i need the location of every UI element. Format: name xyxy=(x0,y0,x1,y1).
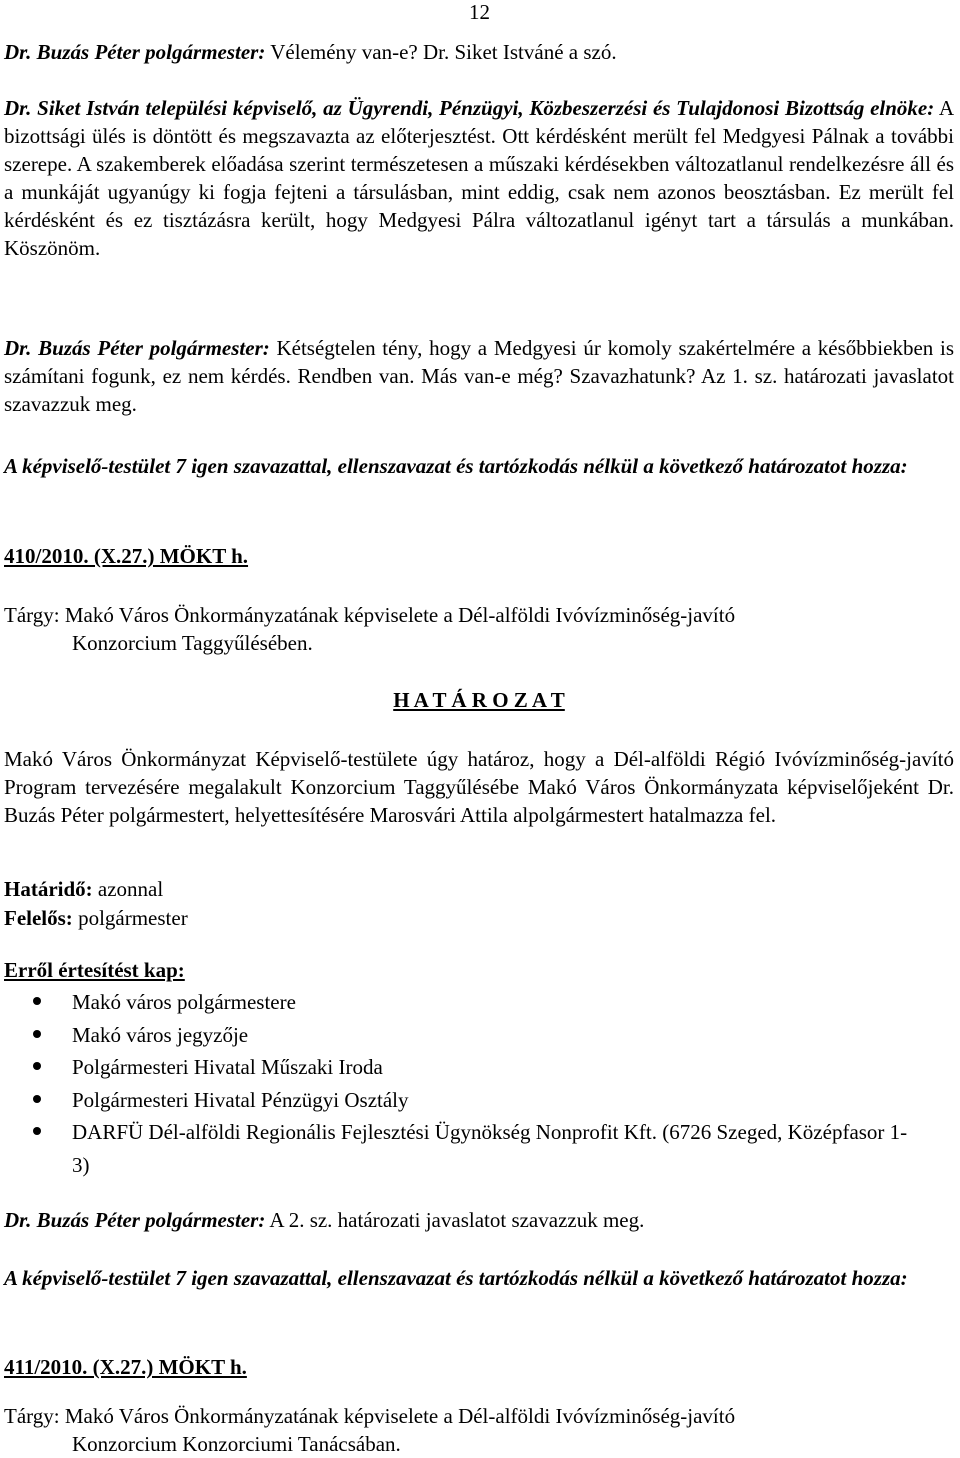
list-item: Polgármesteri Hivatal Műszaki Iroda xyxy=(4,1051,954,1084)
responsible: Felelős: polgármester xyxy=(4,906,188,930)
speaker-label: Dr. Buzás Péter polgármester: xyxy=(4,1208,266,1232)
bullet-icon xyxy=(33,1127,41,1135)
paragraph-4 xyxy=(4,1206,954,1234)
bullet-icon xyxy=(33,1062,41,1070)
list-item: Makó város jegyzője xyxy=(4,1019,954,1052)
bullet-icon xyxy=(33,1095,41,1103)
list-item: Makó város polgármestere xyxy=(4,986,954,1019)
deadline: Határidő: azonnal xyxy=(4,877,164,901)
bullet-icon xyxy=(33,1030,41,1038)
resolution-subject-1: Tárgy: Makó Város Önkormányzatának képviselete a Dél-alföldi Ivóvízminőség-javító Konzorcium Taggyűlésében. xyxy=(4,603,736,655)
page-number: 12 xyxy=(469,0,490,24)
resolution-number-2: 411/2010. (X.27.) MÖKT h. xyxy=(4,1355,247,1379)
vote-statement-1: A képviselő-testület 7 igen szavazattal, ellenszavazat és tartózkodás nélkül a következő határozatot hozza: xyxy=(4,454,908,478)
paragraph-3 xyxy=(4,334,954,418)
speech-text: A bizottsági ülés is döntött és megszavazta az előterjesztést. Ott kérdésként merült fel Medgyesi Pálnak a további szerepe. A szakemberek előadása szerint természetesen a műszaki kérdésekben változatlanul rendelkezésre áll és a munkáját ugyanúgy ki fogja fejteni a társulásban, mint eddig, csak nem azonos beosztásban. Ez merült fel kérdésként és ez tisztázásra került, hogy Medgyesi Pálra változatlanul igényt tart a társulás a munkában. Köszönöm. xyxy=(4,96,954,260)
speech-text: Kétségtelen tény, hogy a Medgyesi úr komoly szakértelmére a későbbiekben is számítani fogunk, ez nem kérdés. Rendben van. Más van-e még? Szavazhatunk? Az 1. sz. határozati javaslatot szavazzuk meg. xyxy=(4,336,954,416)
speaker-label: Dr. Siket István települési képviselő, az Ügyrendi, Pénzügyi, Közbeszerzési és Tulajdonosi Bizottság elnöke: xyxy=(4,96,935,120)
list-item: Polgármesteri Hivatal Pénzügyi Osztály xyxy=(4,1084,954,1117)
speaker-label: Dr. Buzás Péter polgármester: xyxy=(4,40,266,64)
speaker-label: Dr. Buzás Péter polgármester: xyxy=(4,336,270,360)
list-item: DARFÜ Dél-alföldi Regionális Fejlesztési Ügynökség Nonprofit Kft. (6726 Szeged, Középfasor 1-3) xyxy=(4,1116,954,1181)
paragraph-2 xyxy=(4,94,954,262)
notify-heading: Erről értesítést kap: xyxy=(4,958,185,982)
speech-text: A 2. sz. határozati javaslatot szavazzuk meg. xyxy=(265,1208,645,1232)
notify-list xyxy=(4,986,954,1181)
speech-text: Vélemény van-e? Dr. Siket Istváné a szó. xyxy=(265,40,617,64)
resolution-body-1: Makó Város Önkormányzat Képviselő-testülete úgy határoz, hogy a Dél-alföldi Régió Ivóvízminőség-javító Program tervezésére megalakult Konzorcium Taggyűlésébe Makó Város Önkormányzata képviselőjeként Dr. Buzás Péter polgármestert, helyettesítésére Marosvári Attila alpolgármestert hatalmazza fel. xyxy=(4,747,954,827)
resolution-number-1: 410/2010. (X.27.) MÖKT h. xyxy=(4,544,249,568)
vote-statement-2: A képviselő-testület 7 igen szavazattal, ellenszavazat és tartózkodás nélkül a következő határozatot hozza: xyxy=(4,1266,908,1290)
resolution-subject-2: Tárgy: Makó Város Önkormányzatának képviselete a Dél-alföldi Ivóvízminőség-javító Konzorcium Konzorciumi Tanácsában. xyxy=(4,1404,736,1456)
resolution-heading: H A T Á R O Z A T xyxy=(393,688,565,712)
paragraph-1 xyxy=(4,38,954,66)
bullet-icon xyxy=(33,997,41,1005)
